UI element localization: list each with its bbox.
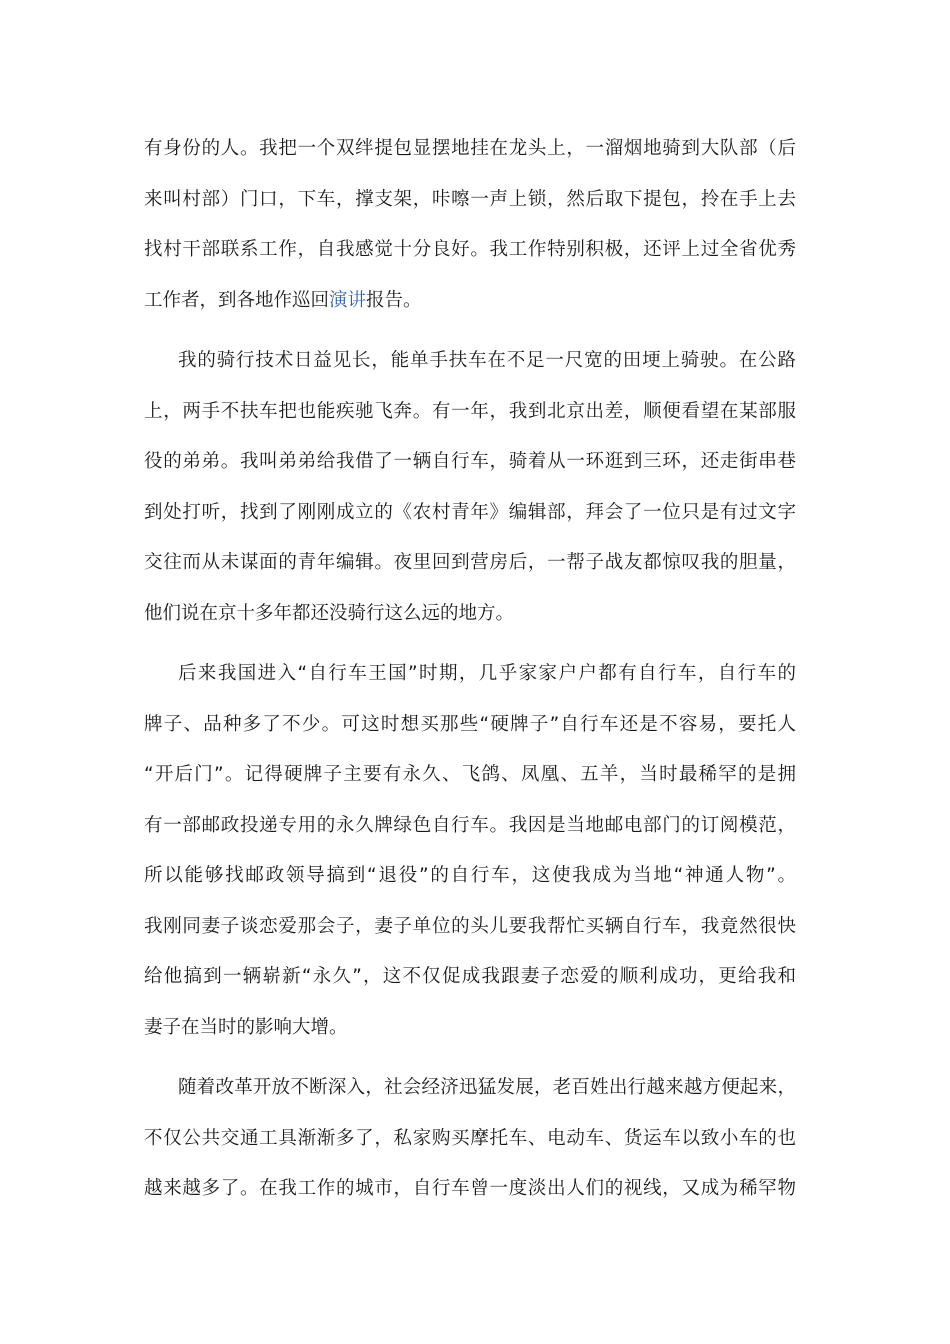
- text-line: 役的弟弟。我叫弟弟给我借了一辆自行车，骑着从一环逛到三环，还走街串巷: [144, 451, 796, 472]
- paragraph-3: [144, 649, 796, 1053]
- text-line: [144, 276, 796, 327]
- text-line: “开后门”。记得硬牌子主要有永久、飞鸽、凤凰、五羊，当时最稀罕的是拥: [144, 764, 796, 785]
- text-line: 越来越多了。在我工作的城市，自行车曾一度淡出人们的视线，又成为稀罕物: [144, 1178, 796, 1199]
- paragraph-1: [144, 124, 796, 326]
- text-line: 牌子、品种多了不少。可这时想买那些“硬牌子”自行车还是不容易，要托人: [144, 713, 796, 735]
- text-line: 后来我国进入“自行车王国”时期，几乎家家户户都有自行车，自行车的: [178, 663, 796, 684]
- text-line: 我的骑行技术日益见长，能单手扶车在不足一尺宽的田埂上骑驶。在公路: [178, 350, 796, 371]
- text-segment: 工作者，到各地作巡回: [144, 289, 330, 311]
- text-line: 上，两手不扶车把也能疾驰飞奔。有一年，我到北京出差，顺便看望在某部服: [144, 400, 796, 422]
- text-line: 我刚同妻子谈恋爱那会子，妻子单位的头儿要我帮忙买辆自行车，我竟然很快: [144, 915, 796, 937]
- text-line: 来叫村部）门口，下车，撑支架，咔嚓一声上锁，然后取下提包，拎在手上去: [144, 188, 796, 210]
- text-line: 给他搞到一辆崭新“永久”，这不仅促成我跟妻子恋爱的顺利成功，更给我和: [144, 966, 796, 987]
- text-line: 他们说在京十多年都还没骑行这么远的地方。: [144, 602, 515, 624]
- text-line: 不仅公共交通工具渐渐多了，私家购买摩托车、电动车、货运车以致小车的也: [144, 1127, 796, 1149]
- text-line: 妻子在当时的影响大增。: [144, 1016, 348, 1038]
- text-line: 交往而从未谋面的青年编辑。夜里回到营房后，一帮子战友都惊叹我的胆量，: [144, 552, 796, 573]
- text-segment: 报告。: [366, 289, 422, 311]
- paragraph-4: [144, 1063, 796, 1215]
- text-line: 有身份的人。我把一个双绊提包显摆地挂在龙头上，一溜烟地骑到大队部（后: [144, 138, 796, 159]
- speech-link[interactable]: 演讲: [329, 289, 367, 311]
- text-line: 到处打听，找到了刚刚成立的《农村青年》编辑部，拜会了一位只是有过文字: [144, 501, 796, 523]
- text-line: 有一部邮政投递专用的永久牌绿色自行车。我因是当地邮电部门的订阅模范，: [144, 814, 796, 836]
- article-body: [144, 124, 796, 1225]
- paragraph-2: [144, 336, 796, 639]
- text-line: 找村干部联系工作，自我感觉十分良好。我工作特别积极，还评上过全省优秀: [144, 239, 796, 260]
- text-line: 随着改革开放不断深入，社会经济迅猛发展，老百姓出行越来越方便起来，: [178, 1077, 796, 1098]
- text-line: 所以能够找邮政领导搞到“退役”的自行车，这使我成为当地“神通人物”。: [144, 865, 796, 886]
